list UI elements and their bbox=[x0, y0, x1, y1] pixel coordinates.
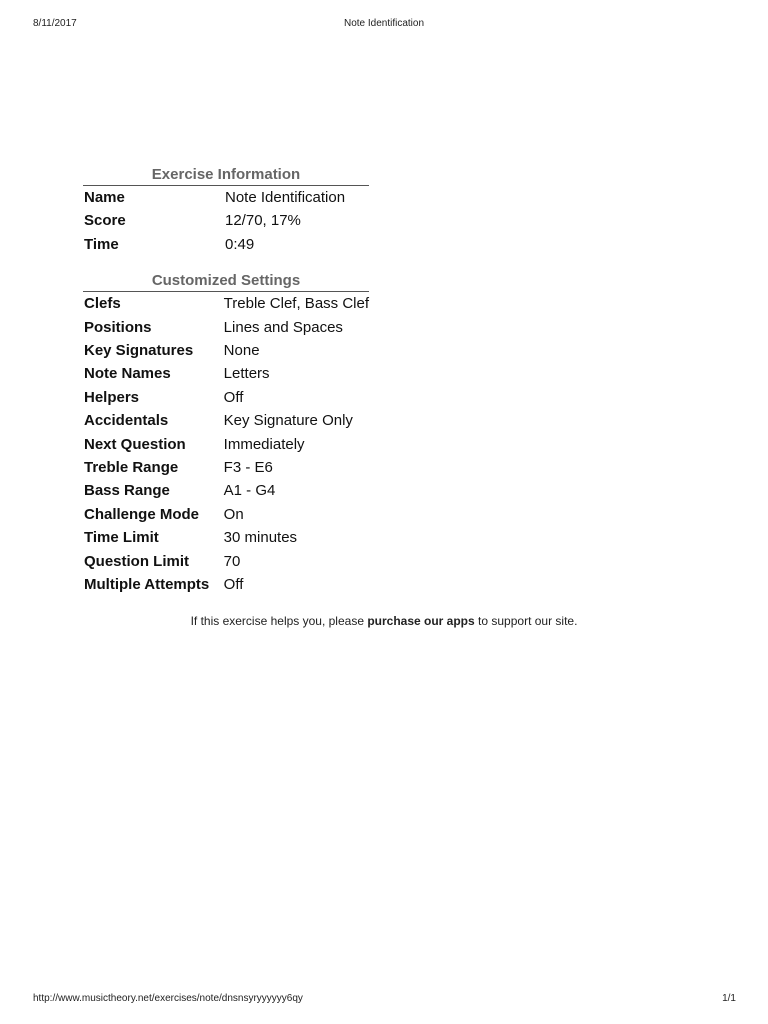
custom-settings-heading: Customized Settings bbox=[83, 270, 369, 292]
table-row bbox=[83, 209, 369, 232]
row-label: Clefs bbox=[84, 295, 121, 313]
row-label: Multiple Attempts bbox=[84, 576, 210, 594]
row-label: Helpers bbox=[84, 388, 140, 406]
row-value: 0:49 bbox=[225, 235, 255, 253]
row-value: None bbox=[223, 342, 260, 360]
row-label: Accidentals bbox=[84, 412, 169, 430]
row-value: Off bbox=[223, 576, 244, 594]
print-url: http://www.musictheory.net/exercises/note/dnsnsyryyyyyy6qy bbox=[33, 993, 303, 1004]
support-message bbox=[0, 614, 768, 628]
table-row bbox=[83, 526, 369, 549]
exercise-info-heading: Exercise Information bbox=[83, 164, 369, 186]
row-value: Treble Clef, Bass Clef bbox=[223, 295, 369, 313]
table-row bbox=[83, 316, 369, 339]
table-row bbox=[83, 386, 369, 409]
row-label: Bass Range bbox=[84, 482, 170, 500]
table-row bbox=[83, 503, 369, 526]
table-row bbox=[83, 339, 369, 362]
table-row bbox=[83, 186, 369, 209]
table-row bbox=[83, 479, 369, 502]
table-row bbox=[83, 433, 369, 456]
row-label: Next Question bbox=[84, 435, 186, 453]
table-row bbox=[83, 550, 369, 573]
row-value: Note Identification bbox=[225, 189, 346, 206]
print-title: Note Identification bbox=[343, 18, 425, 29]
row-label: Challenge Mode bbox=[84, 505, 200, 523]
purchase-apps-link[interactable]: purchase our apps bbox=[367, 614, 475, 628]
row-label: Time Limit bbox=[84, 529, 159, 547]
row-label: Question Limit bbox=[84, 552, 189, 570]
row-label: Treble Range bbox=[84, 459, 179, 477]
exercise-summary bbox=[83, 164, 369, 597]
print-date: 8/11/2017 bbox=[33, 18, 77, 29]
table-row bbox=[83, 362, 369, 385]
row-label: Note Names bbox=[84, 365, 171, 383]
print-header bbox=[0, 18, 768, 32]
table-row bbox=[83, 456, 369, 479]
page-number: 1/1 bbox=[722, 993, 736, 1004]
row-value: 12/70, 17% bbox=[225, 212, 301, 230]
row-label: Key Signatures bbox=[84, 342, 194, 360]
row-value: Lines and Spaces bbox=[223, 318, 343, 336]
table-row bbox=[83, 292, 369, 315]
row-value: Immediately bbox=[223, 435, 305, 453]
row-value: 30 minutes bbox=[223, 529, 298, 547]
row-value: A1 - G4 bbox=[223, 482, 276, 500]
row-value: 70 bbox=[223, 552, 241, 570]
row-value: F3 - E6 bbox=[223, 459, 273, 477]
table-row bbox=[83, 573, 369, 596]
row-label: Time bbox=[84, 235, 119, 253]
exercise-info-table bbox=[83, 186, 369, 256]
table-row bbox=[83, 409, 369, 432]
row-value: Letters bbox=[223, 365, 270, 383]
table-row bbox=[83, 233, 369, 256]
row-label: Positions bbox=[84, 318, 152, 336]
row-label: Score bbox=[84, 212, 126, 230]
row-value: Key Signature Only bbox=[223, 412, 353, 430]
print-footer bbox=[0, 993, 768, 1007]
row-value: Off bbox=[223, 388, 244, 406]
support-text-before: If this exercise helps you, please bbox=[190, 614, 368, 628]
row-label: Name bbox=[84, 189, 125, 206]
row-value: On bbox=[223, 505, 244, 523]
support-text-after: to support our site. bbox=[474, 614, 578, 628]
custom-settings-table bbox=[83, 292, 369, 596]
